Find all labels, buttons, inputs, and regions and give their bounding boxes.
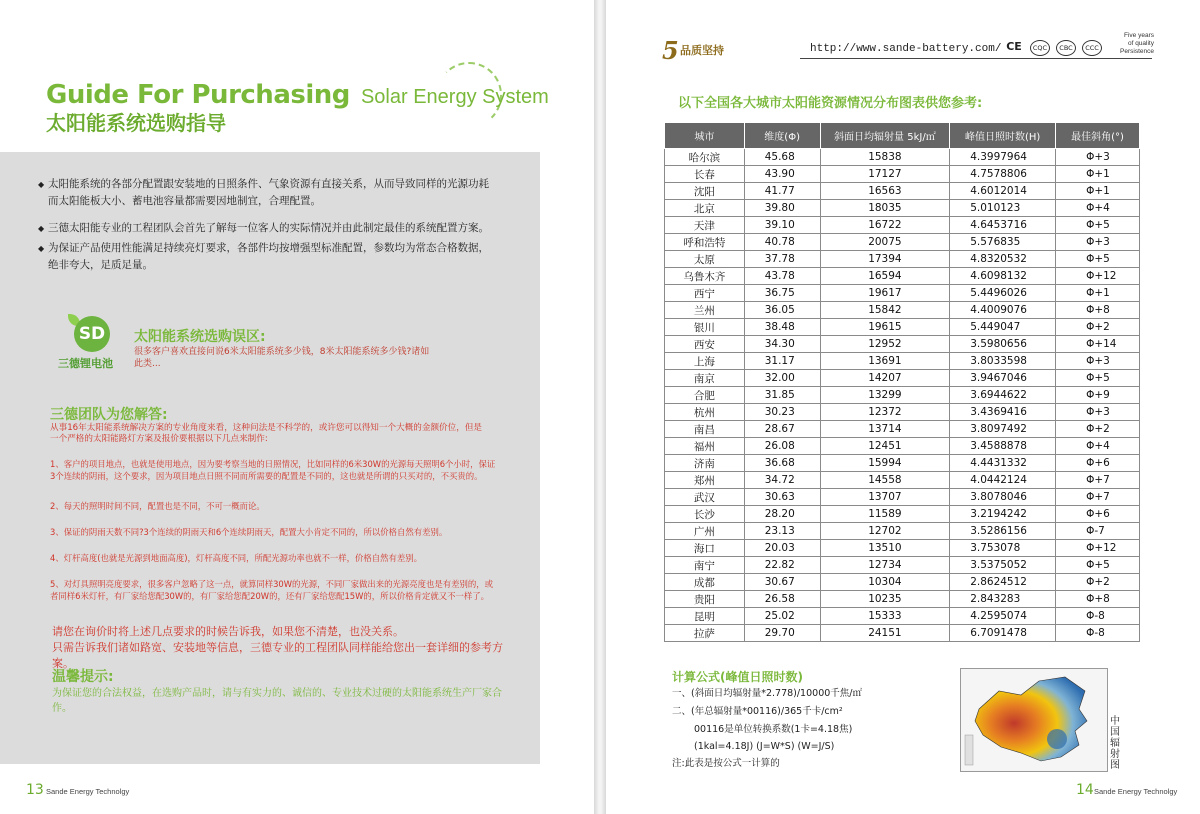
answer-item: 1、客户的项目地点，也就是使用地点，因为要考察当地的日照情况，比如同样的6米30W的光源每天照明6个小时，保证3个连续的阴雨，这个要求，因为项目地点日照不同而所需要的配置是不同的，这也就是所谓的只买对的，不买贵的。 xyxy=(50,459,496,481)
table-cell: 30.63 xyxy=(744,489,820,506)
page-title-cn: 太阳能系统选购指导 xyxy=(46,111,226,135)
table-cell: Φ+3 xyxy=(1056,404,1140,421)
header-divider xyxy=(800,58,1152,59)
footer-text: Sande Energy Technolgy xyxy=(1094,787,1178,796)
table-row xyxy=(665,472,1140,489)
brand-slogan: 品质坚持 xyxy=(680,44,724,57)
table-cell: 南京 xyxy=(665,370,745,387)
left-page xyxy=(0,0,594,814)
table-row xyxy=(665,625,1140,642)
book-spine xyxy=(594,0,606,814)
table-row xyxy=(665,336,1140,353)
table-cell: 15842 xyxy=(820,302,950,319)
five-years-line: Five years xyxy=(1124,32,1154,39)
table-cell: 贵阳 xyxy=(665,591,745,608)
bullet-item xyxy=(38,240,496,274)
table-cell: 17394 xyxy=(820,251,950,268)
table-row xyxy=(665,438,1140,455)
table-cell: Φ+2 xyxy=(1056,574,1140,591)
table-cell: 3.6944622 xyxy=(950,387,1056,404)
table-cell: 36.68 xyxy=(744,455,820,472)
table-cell: Φ+5 xyxy=(1056,251,1140,268)
table-cell: 长春 xyxy=(665,166,745,183)
table-cell: Φ+1 xyxy=(1056,285,1140,302)
table-cell: 广州 xyxy=(665,523,745,540)
table-cell: 15333 xyxy=(820,608,950,625)
table-cell: 17127 xyxy=(820,166,950,183)
table-cell: 乌鲁木齐 xyxy=(665,268,745,285)
table-cell: 5.010123 xyxy=(950,200,1056,217)
table-cell: Φ+12 xyxy=(1056,268,1140,285)
closing-line: 只需告诉我们诸如路宽、安装地等信息，三德专业的工程团队同样能给您出一套详细的参考方案。 xyxy=(52,641,503,670)
table-row xyxy=(665,217,1140,234)
table-cell: 3.8097492 xyxy=(950,421,1056,438)
table-cell: 5.4496026 xyxy=(950,285,1056,302)
table-cell: 长沙 xyxy=(665,506,745,523)
table-cell: 天津 xyxy=(665,217,745,234)
table-cell: Φ+7 xyxy=(1056,472,1140,489)
table-cell: 西安 xyxy=(665,336,745,353)
china-radiation-map xyxy=(960,668,1108,772)
table-cell: 4.8320532 xyxy=(950,251,1056,268)
table-cell: 12451 xyxy=(820,438,950,455)
table-row xyxy=(665,370,1140,387)
table-cell: 38.48 xyxy=(744,319,820,336)
table-cell: 3.4369416 xyxy=(950,404,1056,421)
answer-title: 三德团队为您解答: xyxy=(50,407,168,423)
table-cell: Φ+1 xyxy=(1056,183,1140,200)
table-row xyxy=(665,506,1140,523)
table-cell: 34.72 xyxy=(744,472,820,489)
table-cell: 30.67 xyxy=(744,574,820,591)
table-cell: 10235 xyxy=(820,591,950,608)
table-cell: 4.3997964 xyxy=(950,149,1056,166)
table-cell: 南宁 xyxy=(665,557,745,574)
table-cell: 济南 xyxy=(665,455,745,472)
title-bold: Guide For Purchasing xyxy=(46,80,350,110)
table-cell: 23.13 xyxy=(744,523,820,540)
table-cell: 39.10 xyxy=(744,217,820,234)
table-cell: 3.5375052 xyxy=(950,557,1056,574)
table-cell: 25.02 xyxy=(744,608,820,625)
table-cell: Φ+6 xyxy=(1056,506,1140,523)
bullet-item xyxy=(38,220,496,237)
table-cell: 3.4588878 xyxy=(950,438,1056,455)
answer-item: 3、保证的阴雨天数不同?3个连续的阴雨天和6个连续阴雨天，配置大小肯定不同的，所以价格自然有差别。 xyxy=(50,527,448,537)
table-cell: Φ+7 xyxy=(1056,489,1140,506)
formula-line: 一、(斜面日均辐射量*2.778)/10000千焦/㎡ xyxy=(672,688,862,699)
table-cell: 41.77 xyxy=(744,183,820,200)
table-row xyxy=(665,268,1140,285)
five-years-line: Persistence xyxy=(1120,48,1154,55)
table-cell: 郑州 xyxy=(665,472,745,489)
table-cell: 上海 xyxy=(665,353,745,370)
table-cell: 3.2194242 xyxy=(950,506,1056,523)
table-cell: 2.8624512 xyxy=(950,574,1056,591)
radiation-map-image xyxy=(961,669,1108,772)
column-header: 城市 xyxy=(665,123,745,149)
table-cell: 34.30 xyxy=(744,336,820,353)
table-cell: 26.58 xyxy=(744,591,820,608)
bullet-item xyxy=(38,176,496,210)
table-cell: Φ+4 xyxy=(1056,438,1140,455)
table-row xyxy=(665,302,1140,319)
table-cell: 19615 xyxy=(820,319,950,336)
table-cell: 13510 xyxy=(820,540,950,557)
diamond-bullet-icon: ◆ xyxy=(38,180,45,189)
table-cell: 20075 xyxy=(820,234,950,251)
table-cell: Φ+5 xyxy=(1056,557,1140,574)
table-cell: 39.80 xyxy=(744,200,820,217)
diamond-bullet-icon: ◆ xyxy=(38,224,45,233)
table-cell: 22.82 xyxy=(744,557,820,574)
table-heading: 以下全国各大城市太阳能资源情况分布图表供您参考: xyxy=(678,96,983,111)
table-cell: 4.4431332 xyxy=(950,455,1056,472)
table-row xyxy=(665,319,1140,336)
bullet-text: 太阳能系统的各部分配置跟安装地的日照条件、气象资源有直接关系，从而导致同样的光源功耗而太阳能板大小、蓄电池容量都需要因地制宜，合理配置。 xyxy=(48,178,489,207)
table-cell: 16722 xyxy=(820,217,950,234)
table-cell: 12952 xyxy=(820,336,950,353)
table-cell: 4.7578806 xyxy=(950,166,1056,183)
table-row xyxy=(665,557,1140,574)
table-cell: Φ-7 xyxy=(1056,523,1140,540)
table-cell: 4.6012014 xyxy=(950,183,1056,200)
formula-line: 二、(年总辐射量*00116)/365千卡/cm² xyxy=(672,706,843,717)
table-cell: 28.20 xyxy=(744,506,820,523)
table-cell: 4.0442124 xyxy=(950,472,1056,489)
bullet-text: 为保证产品使用性能满足持续亮灯要求，各部件均按增强型标准配置，参数均为常态合格数据，绝非夸大，足质足量。 xyxy=(48,242,489,271)
title-light: Solar Energy System xyxy=(360,86,549,108)
page-number: 14 xyxy=(1076,782,1094,798)
formula-line: (1kal=4.18J) (J=W*S) (W=J/S) xyxy=(694,741,835,752)
table-cell: 10304 xyxy=(820,574,950,591)
answer-item: 4、灯杆高度(也就是光源到地面高度)，灯杆高度不同，所配光源功率也就不一样，价格自然有差别。 xyxy=(50,553,422,563)
website-url: http://www.sande-battery.com/ xyxy=(810,43,1002,55)
table-row xyxy=(665,200,1140,217)
table-cell: 兰州 xyxy=(665,302,745,319)
column-header: 峰值日照时数(H) xyxy=(950,123,1056,149)
column-header: 最佳斜角(°) xyxy=(1056,123,1140,149)
table-cell: Φ+1 xyxy=(1056,166,1140,183)
cqc-mark-icon: CQC xyxy=(1030,40,1050,56)
table-cell: Φ+5 xyxy=(1056,370,1140,387)
table-cell: 沈阳 xyxy=(665,183,745,200)
table-cell: 15994 xyxy=(820,455,950,472)
table-cell: 19617 xyxy=(820,285,950,302)
table-cell: 12734 xyxy=(820,557,950,574)
table-cell: 4.6098132 xyxy=(950,268,1056,285)
table-row xyxy=(665,421,1140,438)
table-cell: 昆明 xyxy=(665,608,745,625)
table-cell: 杭州 xyxy=(665,404,745,421)
table-cell: 12372 xyxy=(820,404,950,421)
table-cell: 呼和浩特 xyxy=(665,234,745,251)
table-row xyxy=(665,149,1140,166)
table-cell: 45.68 xyxy=(744,149,820,166)
table-cell: 18035 xyxy=(820,200,950,217)
table-cell: 31.85 xyxy=(744,387,820,404)
table-cell: 3.8078046 xyxy=(950,489,1056,506)
table-cell: 13299 xyxy=(820,387,950,404)
tip-text: 为保证您的合法权益，在选购产品时，请与有实力的、诚信的、专业技术过硬的太阳能系统生产厂家合作。 xyxy=(52,688,502,714)
table-cell: 37.78 xyxy=(744,251,820,268)
table-cell: 32.00 xyxy=(744,370,820,387)
table-cell: 海口 xyxy=(665,540,745,557)
table-row xyxy=(665,234,1140,251)
table-cell: Φ+9 xyxy=(1056,387,1140,404)
table-row xyxy=(665,540,1140,557)
table-cell: 31.17 xyxy=(744,353,820,370)
table-cell: 南昌 xyxy=(665,421,745,438)
table-cell: 20.03 xyxy=(744,540,820,557)
table-row xyxy=(665,183,1140,200)
ccc-mark-icon: CCC xyxy=(1082,40,1102,56)
closing-line: 请您在询价时将上述几点要求的时候告诉我，如果您不清楚，也没关系。 xyxy=(52,625,404,638)
table-cell: 3.753078 xyxy=(950,540,1056,557)
table-row xyxy=(665,574,1140,591)
table-cell: Φ+3 xyxy=(1056,353,1140,370)
table-row xyxy=(665,251,1140,268)
table-cell: Φ+8 xyxy=(1056,302,1140,319)
table-cell: Φ+2 xyxy=(1056,319,1140,336)
table-cell: 3.9467046 xyxy=(950,370,1056,387)
five-years-label xyxy=(1114,32,1154,56)
table-cell: Φ+8 xyxy=(1056,591,1140,608)
table-cell: 13707 xyxy=(820,489,950,506)
table-cell: 拉萨 xyxy=(665,625,745,642)
table-cell: 2.843283 xyxy=(950,591,1056,608)
table-cell: 哈尔滨 xyxy=(665,149,745,166)
table-cell: Φ+4 xyxy=(1056,200,1140,217)
table-cell: 15838 xyxy=(820,149,950,166)
table-cell: 43.90 xyxy=(744,166,820,183)
column-header: 斜面日均辐射量 5kJ/㎡ xyxy=(820,123,950,149)
table-cell: 5.576835 xyxy=(950,234,1056,251)
formula-line: 注:此表是按公式一计算的 xyxy=(672,758,780,769)
table-cell: 36.05 xyxy=(744,302,820,319)
table-cell: 太原 xyxy=(665,251,745,268)
table-row xyxy=(665,489,1140,506)
table-cell: 29.70 xyxy=(744,625,820,642)
five-years-line: of quality xyxy=(1127,40,1154,47)
column-header: 维度(Φ) xyxy=(744,123,820,149)
table-row xyxy=(665,523,1140,540)
table-cell: 28.67 xyxy=(744,421,820,438)
formula-line: 00116是单位转换系数(1卡=4.18焦) xyxy=(694,724,853,735)
page-number: 13 xyxy=(26,782,44,798)
misconception-text: 很多客户喜欢直接问说6米太阳能系统多少钱，8米太阳能系统多少钱?诸如此类... xyxy=(134,347,430,369)
misconception-title: 太阳能系统选购误区: xyxy=(134,329,266,345)
table-cell: 4.4009076 xyxy=(950,302,1056,319)
table-cell: 24151 xyxy=(820,625,950,642)
table-cell: Φ+2 xyxy=(1056,421,1140,438)
table-row xyxy=(665,404,1140,421)
table-cell: 合肥 xyxy=(665,387,745,404)
table-header-row xyxy=(665,123,1140,149)
table-cell: Φ-8 xyxy=(1056,608,1140,625)
table-row xyxy=(665,166,1140,183)
table-cell: Φ+12 xyxy=(1056,540,1140,557)
map-label: 中国辐射图 xyxy=(1110,716,1120,771)
table-cell: 26.08 xyxy=(744,438,820,455)
table-cell: Φ-8 xyxy=(1056,625,1140,642)
cbc-mark-icon: CBC xyxy=(1056,40,1076,56)
table-cell: 12702 xyxy=(820,523,950,540)
tip-title: 温馨提示: xyxy=(52,669,114,685)
bullet-text: 三德太阳能专业的工程团队会首先了解每一位客人的实际情况并由此制定最佳的系统配置方案。 xyxy=(48,222,489,234)
table-cell: 福州 xyxy=(665,438,745,455)
table-row xyxy=(665,591,1140,608)
ce-mark-icon: CE xyxy=(1006,40,1022,53)
table-cell: 14207 xyxy=(820,370,950,387)
formula-title: 计算公式(峰值日照时数) xyxy=(672,670,803,684)
table-cell: Φ+14 xyxy=(1056,336,1140,353)
table-cell: 北京 xyxy=(665,200,745,217)
table-cell: 5.449047 xyxy=(950,319,1056,336)
table-cell: 成都 xyxy=(665,574,745,591)
answer-item: 2、每天的照明时间不同，配置也是不同，不可一概而论。 xyxy=(50,501,265,511)
table-cell: 13714 xyxy=(820,421,950,438)
table-cell: 13691 xyxy=(820,353,950,370)
table-row xyxy=(665,608,1140,625)
table-cell: 16594 xyxy=(820,268,950,285)
sande-logo: SD xyxy=(74,316,110,352)
brand-number: 5 xyxy=(662,36,679,65)
table-cell: Φ+3 xyxy=(1056,149,1140,166)
table-row xyxy=(665,285,1140,302)
table-cell: 30.23 xyxy=(744,404,820,421)
table-cell: 武汉 xyxy=(665,489,745,506)
table-cell: 43.78 xyxy=(744,268,820,285)
table-cell: 14558 xyxy=(820,472,950,489)
page-title-en xyxy=(46,80,549,110)
table-cell: 36.75 xyxy=(744,285,820,302)
table-cell: 16563 xyxy=(820,183,950,200)
table-row xyxy=(665,353,1140,370)
table-cell: Φ+6 xyxy=(1056,455,1140,472)
table-cell: 西宁 xyxy=(665,285,745,302)
table-cell: 40.78 xyxy=(744,234,820,251)
answer-item: 5、对灯具照明亮度要求，很多客户忽略了这一点，就算同样30W的光源，不同厂家做出来的光源亮度也是有差别的，或者同样6米灯杆，有厂家给您配30W的，有厂家给您配20W的，还有厂家给您配15W的，所以价格肯定就又不一样了。 xyxy=(50,579,494,601)
table-cell: 3.8033598 xyxy=(950,353,1056,370)
table-row xyxy=(665,387,1140,404)
table-cell: 3.5980656 xyxy=(950,336,1056,353)
footer-text: Sande Energy Technolgy xyxy=(46,787,130,796)
table-body xyxy=(665,149,1140,642)
logo-name: 三德锂电池 xyxy=(58,357,113,370)
table-cell: Φ+5 xyxy=(1056,217,1140,234)
table-cell: 4.6453716 xyxy=(950,217,1056,234)
diamond-bullet-icon: ◆ xyxy=(38,244,45,253)
table-cell: 4.2595074 xyxy=(950,608,1056,625)
table-cell: 3.5286156 xyxy=(950,523,1056,540)
table-cell: 银川 xyxy=(665,319,745,336)
table-cell: 11589 xyxy=(820,506,950,523)
answer-intro: 从事16年太阳能系统解决方案的专业角度来看，这种问法是不科学的，或许您可以得知一个大概的金额价位，但是一个严格的太阳能路灯方案及报价要根据以下几点来制作: xyxy=(50,423,483,444)
table-row xyxy=(665,455,1140,472)
solar-resource-table xyxy=(664,122,1140,642)
table-cell: Φ+3 xyxy=(1056,234,1140,251)
table-cell: 6.7091478 xyxy=(950,625,1056,642)
